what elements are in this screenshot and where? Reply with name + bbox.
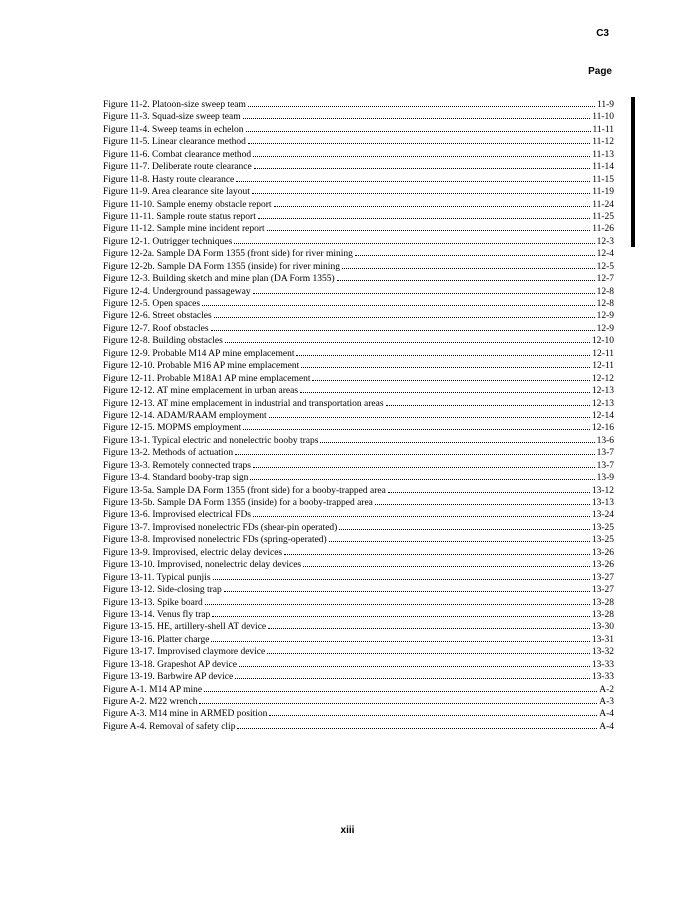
dot-leader bbox=[204, 683, 597, 692]
dot-leader bbox=[253, 508, 590, 517]
toc-entry-title: Figure 12-13. AT mine emplacement in industrial and transportation areas bbox=[103, 398, 384, 409]
change-bar bbox=[631, 97, 635, 247]
toc-entry bbox=[103, 210, 614, 222]
toc-entry bbox=[103, 285, 614, 297]
toc-entry bbox=[103, 372, 614, 384]
dot-leader bbox=[296, 347, 590, 356]
toc-entry bbox=[103, 235, 614, 247]
dot-leader bbox=[284, 546, 590, 555]
dot-leader bbox=[267, 645, 590, 654]
toc-entry-page: 12-12 bbox=[591, 373, 614, 384]
toc-entry bbox=[103, 409, 614, 421]
toc-entry bbox=[103, 670, 614, 682]
toc-entry-page: 12-5 bbox=[596, 261, 614, 272]
toc-entry-page: 11-9 bbox=[596, 100, 614, 110]
dot-leader bbox=[253, 148, 590, 157]
toc-entry-title: Figure 12-10. Probable M16 AP mine emplacement bbox=[103, 361, 300, 372]
dot-leader bbox=[250, 471, 594, 480]
toc-entry-title: Figure 13-16. Platter charge bbox=[103, 634, 210, 645]
dot-leader bbox=[235, 446, 595, 455]
toc-entry-title: Figure 13-9. Improvised, electric delay devices bbox=[103, 547, 283, 558]
dot-leader bbox=[213, 571, 590, 580]
dot-leader bbox=[312, 372, 589, 381]
toc-entry-title: Figure 11-9. Area clearance site layout bbox=[103, 187, 250, 198]
toc-entry-title: Figure A-4. Removal of safety clip bbox=[103, 721, 236, 732]
toc-entry bbox=[103, 185, 614, 197]
toc-entry bbox=[103, 459, 614, 471]
toc-entry-title: Figure 13-15. HE, artillery-shell AT device bbox=[103, 622, 267, 633]
toc-entry-page: 11-25 bbox=[592, 211, 614, 222]
toc-entry-title: Figure 12-12. AT mine emplacement in urban areas bbox=[103, 386, 299, 397]
dot-leader bbox=[267, 222, 591, 231]
toc-entry-page: 12-4 bbox=[596, 249, 614, 260]
toc-entry-title: Figure 13-6. Improvised electrical FDs bbox=[103, 510, 252, 521]
toc-entry-title: Figure 11-12. Sample mine incident report bbox=[103, 224, 265, 235]
toc-entry bbox=[103, 707, 614, 719]
list-of-figures bbox=[103, 98, 614, 732]
toc-entry-page: 12-7 bbox=[596, 274, 614, 285]
toc-entry-title: Figure 12-5. Open spaces bbox=[103, 299, 201, 309]
toc-entry-page: 13-33 bbox=[591, 659, 614, 670]
toc-entry-title: Figure 13-4. Standard booby-trap sign bbox=[103, 473, 249, 484]
dot-leader bbox=[239, 658, 590, 667]
toc-entry-title: Figure A-2. M22 wrench bbox=[103, 697, 198, 707]
dot-leader bbox=[339, 521, 589, 530]
dot-leader bbox=[253, 459, 595, 468]
toc-entry-title: Figure 12-3. Building sketch and mine plan (DA Form 1355) bbox=[103, 274, 335, 285]
toc-entry-title: Figure 12-9. Probable M14 AP mine emplacement bbox=[103, 348, 295, 359]
toc-entry bbox=[103, 695, 614, 707]
toc-entry-page: 13-12 bbox=[591, 485, 614, 496]
dot-leader bbox=[236, 173, 590, 182]
dot-leader bbox=[258, 210, 590, 219]
dot-leader bbox=[212, 608, 590, 617]
toc-entry bbox=[103, 222, 614, 234]
toc-entry bbox=[103, 484, 614, 496]
toc-entry-page: 12-9 bbox=[596, 311, 614, 322]
toc-entry-page: 12-13 bbox=[591, 398, 614, 409]
toc-entry-page: 13-7 bbox=[596, 448, 614, 459]
toc-entry bbox=[103, 608, 614, 620]
toc-entry-page: 13-26 bbox=[591, 547, 614, 558]
toc-entry-title: Figure 11-2. Platoon-size sweep team bbox=[103, 100, 246, 110]
dot-leader bbox=[248, 98, 595, 107]
toc-entry-title: Figure 11-6. Combat clearance method bbox=[103, 149, 252, 160]
page-column-header: Page bbox=[588, 66, 612, 77]
dot-leader bbox=[269, 409, 590, 418]
toc-entry bbox=[103, 148, 614, 160]
toc-entry bbox=[103, 434, 614, 446]
toc-entry-title: Figure 13-5b. Sample DA Form 1355 (inside) for a booby-trapped area bbox=[103, 498, 373, 508]
toc-entry bbox=[103, 347, 614, 359]
toc-entry-page: 13-32 bbox=[591, 647, 614, 658]
toc-entry-title: Figure 11-4. Sweep teams in echelon bbox=[103, 124, 244, 135]
toc-entry-page: 12-10 bbox=[591, 336, 614, 347]
toc-entry-title: Figure 11-8. Hasty route clearance bbox=[103, 174, 235, 185]
toc-entry-page: 13-25 bbox=[591, 522, 614, 533]
toc-entry bbox=[103, 160, 614, 172]
toc-entry-page: 13-30 bbox=[591, 622, 614, 633]
toc-entry-title: Figure 12-1. Outrigger techniques bbox=[103, 236, 233, 247]
toc-entry bbox=[103, 260, 614, 272]
toc-entry-page: 13-7 bbox=[596, 460, 614, 471]
toc-entry-page: 12-16 bbox=[591, 423, 614, 434]
toc-entry bbox=[103, 720, 614, 732]
toc-entry-title: Figure 13-17. Improvised claymore device bbox=[103, 647, 266, 658]
dot-leader bbox=[214, 309, 595, 318]
toc-entry-title: Figure 13-8. Improvised nonelectric FDs (spring-operated) bbox=[103, 535, 327, 546]
toc-entry bbox=[103, 471, 614, 483]
toc-entry-title: Figure 13-14. Venus fly trap bbox=[103, 609, 211, 620]
toc-entry-page: 12-11 bbox=[592, 348, 614, 359]
dot-leader bbox=[252, 185, 590, 194]
toc-entry-page: 13-27 bbox=[591, 585, 614, 596]
toc-entry-title: Figure 13-2. Methods of actuation bbox=[103, 448, 234, 459]
toc-entry-title: Figure 11-11. Sample route status report bbox=[103, 211, 256, 222]
toc-entry-title: Figure 13-1. Typical electric and nonelectric booby traps bbox=[103, 435, 319, 446]
dot-leader bbox=[320, 434, 594, 443]
toc-entry bbox=[103, 421, 614, 433]
dot-leader bbox=[388, 484, 590, 493]
toc-entry bbox=[103, 322, 614, 334]
dot-leader bbox=[268, 620, 590, 629]
toc-entry bbox=[103, 683, 614, 695]
toc-entry bbox=[103, 546, 614, 558]
toc-entry-page: 13-28 bbox=[591, 597, 614, 608]
toc-entry-page: 12-13 bbox=[591, 386, 614, 397]
toc-entry bbox=[103, 658, 614, 670]
toc-entry-page: A-4 bbox=[599, 721, 614, 732]
toc-entry-title: Figure 12-8. Building obstacles bbox=[103, 336, 223, 347]
toc-entry bbox=[103, 334, 614, 346]
toc-entry-title: Figure 13-18. Grapeshot AP device bbox=[103, 659, 237, 670]
toc-entry bbox=[103, 645, 614, 657]
toc-entry-page: 11-26 bbox=[592, 224, 614, 235]
toc-entry bbox=[103, 297, 614, 309]
dot-leader bbox=[386, 397, 590, 406]
dot-leader bbox=[274, 198, 591, 207]
toc-entry bbox=[103, 247, 614, 259]
toc-entry-title: Figure A-3. M14 mine in ARMED position bbox=[103, 709, 268, 720]
dot-leader bbox=[202, 297, 594, 306]
toc-entry bbox=[103, 384, 614, 396]
toc-entry-title: Figure 12-14. ADAM/RAAM employment bbox=[103, 410, 267, 421]
dot-leader bbox=[254, 160, 591, 169]
dot-leader bbox=[225, 334, 590, 343]
dot-leader bbox=[253, 285, 595, 294]
toc-entry-title: Figure 12-6. Street obstacles bbox=[103, 311, 212, 322]
dot-leader bbox=[246, 123, 591, 132]
toc-entry bbox=[103, 173, 614, 185]
dot-leader bbox=[342, 260, 595, 269]
toc-entry bbox=[103, 359, 614, 371]
toc-entry-page: 13-26 bbox=[591, 560, 614, 571]
dot-leader bbox=[205, 596, 590, 605]
change-code: C3 bbox=[596, 28, 609, 39]
dot-leader bbox=[211, 322, 595, 331]
toc-entry-page: 11-19 bbox=[592, 187, 614, 198]
toc-entry-page: 13-31 bbox=[591, 634, 614, 645]
toc-entry-page: 11-10 bbox=[592, 112, 614, 123]
toc-entry-page: 12-14 bbox=[591, 410, 614, 421]
toc-entry-title: Figure 12-2b. Sample DA Form 1355 (inside) for river mining bbox=[103, 261, 340, 272]
dot-leader bbox=[243, 421, 590, 430]
toc-entry-title: Figure 13-10. Improvised, nonelectric delay devices bbox=[103, 560, 302, 571]
toc-entry-page: 12-8 bbox=[596, 286, 614, 297]
toc-entry bbox=[103, 272, 614, 284]
toc-entry bbox=[103, 98, 614, 110]
toc-entry-page: 13-24 bbox=[591, 510, 614, 521]
toc-entry-page: 11-24 bbox=[592, 199, 614, 210]
toc-entry bbox=[103, 446, 614, 458]
toc-entry-title: Figure 13-5a. Sample DA Form 1355 (front side) for a booby-trapped area bbox=[103, 485, 386, 496]
toc-entry bbox=[103, 110, 614, 122]
toc-entry-title: Figure 11-5. Linear clearance method bbox=[103, 137, 246, 148]
dot-leader bbox=[337, 272, 595, 281]
dot-leader bbox=[355, 247, 595, 256]
dot-leader bbox=[243, 110, 591, 119]
toc-entry-page: A-3 bbox=[599, 697, 614, 707]
toc-entry-page: 11-11 bbox=[592, 124, 614, 135]
toc-entry-page: 13-28 bbox=[591, 609, 614, 620]
toc-entry-page: 13-33 bbox=[591, 672, 614, 683]
toc-entry-page: 12-3 bbox=[596, 236, 614, 247]
toc-entry-title: Figure 12-7. Roof obstacles bbox=[103, 323, 209, 334]
toc-entry bbox=[103, 496, 614, 508]
toc-entry bbox=[103, 533, 614, 545]
toc-entry-title: Figure 12-15. MOPMS employment bbox=[103, 423, 242, 434]
toc-entry-title: Figure 13-3. Remotely connected traps bbox=[103, 460, 252, 471]
toc-entry-title: Figure 13-13. Spike board bbox=[103, 597, 203, 608]
toc-entry-page: 11-12 bbox=[592, 137, 614, 148]
dot-leader bbox=[329, 533, 590, 542]
toc-entry bbox=[103, 123, 614, 135]
dot-leader bbox=[237, 720, 597, 729]
toc-entry-page: 13-6 bbox=[596, 435, 614, 446]
toc-entry bbox=[103, 583, 614, 595]
dot-leader bbox=[300, 384, 590, 393]
toc-entry-page: 13-13 bbox=[591, 498, 614, 508]
toc-entry bbox=[103, 508, 614, 520]
toc-entry-title: Figure 12-2a. Sample DA Form 1355 (front side) for river mining bbox=[103, 249, 353, 260]
toc-entry bbox=[103, 633, 614, 645]
toc-entry bbox=[103, 397, 614, 409]
toc-entry-title: Figure A-1. M14 AP mine bbox=[103, 684, 203, 695]
dot-leader bbox=[248, 135, 590, 144]
toc-entry bbox=[103, 198, 614, 210]
toc-entry bbox=[103, 558, 614, 570]
toc-entry-page: 12-11 bbox=[592, 361, 614, 372]
dot-leader bbox=[224, 583, 590, 592]
toc-entry-page: 13-25 bbox=[591, 535, 614, 546]
toc-entry-page: 13-27 bbox=[591, 572, 614, 583]
toc-entry-page: 11-15 bbox=[592, 174, 614, 185]
toc-entry-title: Figure 11-10. Sample enemy obstacle report bbox=[103, 199, 272, 210]
toc-entry bbox=[103, 571, 614, 583]
toc-entry-page: 11-13 bbox=[592, 149, 614, 160]
dot-leader bbox=[211, 633, 589, 642]
page-number: xiii bbox=[340, 825, 355, 836]
toc-entry-page: 13-9 bbox=[596, 473, 614, 484]
toc-entry bbox=[103, 309, 614, 321]
toc-entry bbox=[103, 135, 614, 147]
toc-entry-page: 12-9 bbox=[596, 323, 614, 334]
dot-leader bbox=[234, 235, 594, 244]
toc-entry-title: Figure 11-7. Deliberate route clearance bbox=[103, 162, 252, 173]
toc-entry-title: Figure 11-3. Squad-size sweep team bbox=[103, 112, 241, 123]
toc-entry-page: 11-14 bbox=[592, 162, 614, 173]
toc-entry-title: Figure 13-12. Side-closing trap bbox=[103, 585, 222, 596]
toc-entry-title: Figure 12-4. Underground passageway bbox=[103, 286, 251, 297]
dot-leader bbox=[199, 695, 597, 704]
toc-entry-title: Figure 12-11. Probable M18A1 AP mine emplacement bbox=[103, 373, 311, 384]
toc-entry-title: Figure 13-19. Barbwire AP device bbox=[103, 672, 234, 683]
toc-entry-page: 12-8 bbox=[596, 299, 614, 309]
dot-leader bbox=[269, 707, 597, 716]
toc-entry bbox=[103, 620, 614, 632]
dot-leader bbox=[375, 496, 590, 505]
dot-leader bbox=[235, 670, 590, 679]
toc-entry-page: A-4 bbox=[599, 709, 614, 720]
toc-entry-title: Figure 13-11. Typical punjis bbox=[103, 572, 211, 583]
dot-leader bbox=[301, 359, 590, 368]
toc-entry-page: A-2 bbox=[599, 684, 614, 695]
dot-leader bbox=[303, 558, 590, 567]
toc-entry-title: Figure 13-7. Improvised nonelectric FDs (shear-pin operated) bbox=[103, 522, 338, 533]
toc-entry bbox=[103, 596, 614, 608]
toc-entry bbox=[103, 521, 614, 533]
